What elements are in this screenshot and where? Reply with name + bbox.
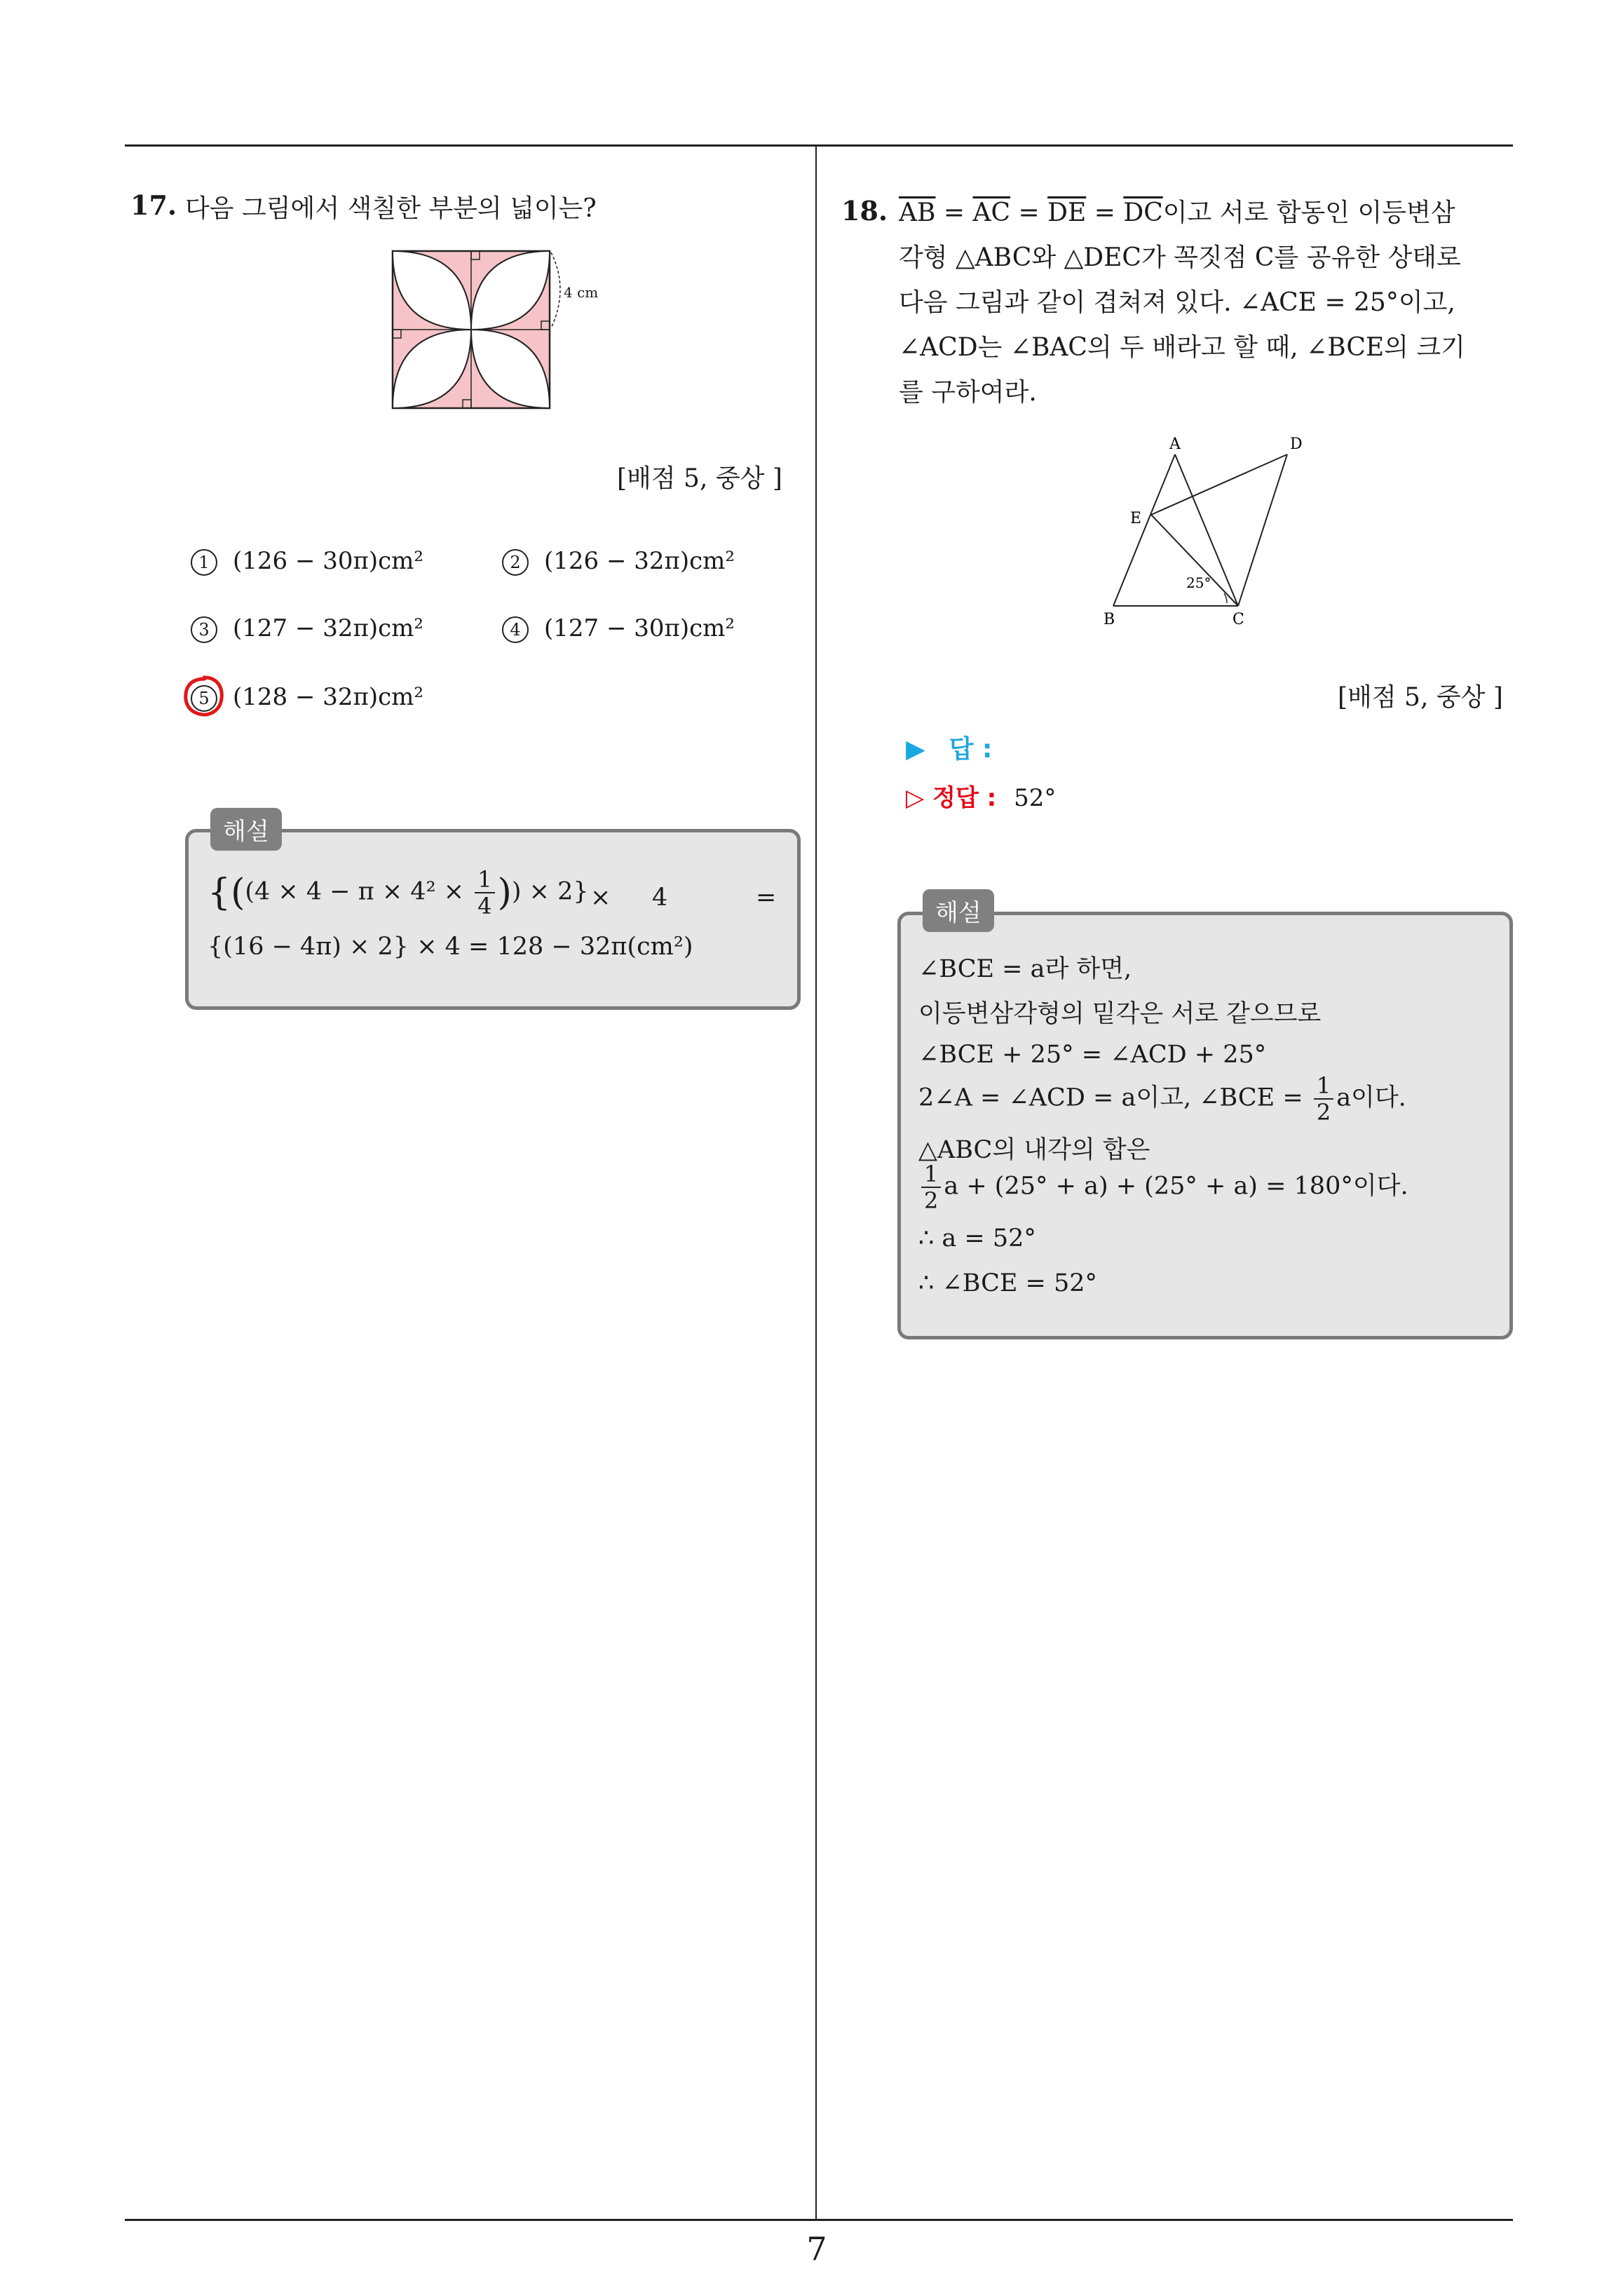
label-C: C: [1232, 611, 1244, 628]
q17-solution-line2: {(16 − 4π) × 2} × 4 = 128 − 32π(cm²): [208, 933, 693, 961]
q18-line5: 를 구하여라.: [899, 378, 1037, 407]
selected-answer-circle: [181, 673, 227, 720]
answer-arrow-icon: ▶: [906, 735, 925, 764]
column-divider: [815, 146, 817, 2220]
q17-choice-1[interactable]: [191, 547, 423, 576]
q18-solution-tag: 해설: [923, 889, 994, 932]
q18-line1: $\overline{AB} = \overline{AC} = \overline{DE} = \overline{DC}$이고 서로 합동인 이등변삼: [899, 198, 1455, 227]
q17-figure: [386, 247, 599, 415]
choice-mark: 1: [191, 549, 217, 576]
q18-sol-line2: 이등변삼각형의 밑각은 서로 같으므로: [918, 1000, 1322, 1028]
page-number: 7: [806, 2230, 827, 2268]
choice-mark: 4: [502, 616, 529, 643]
q18-line3: 다음 그림과 같이 겹쳐져 있다. ∠ACE = 25°이고,: [899, 288, 1455, 317]
q17-sol-expr: (4 × 4 − π × 4² ×: [245, 877, 465, 906]
q17-sol-times: ×: [590, 884, 611, 912]
bottom-rule: [125, 2219, 1513, 2221]
label-angle: 25°: [1186, 574, 1211, 591]
q17-sol-frac: $\frac{1}{4}$: [475, 867, 494, 919]
choice-mark: 3: [191, 616, 217, 643]
choice-text: (126 − 32π)cm²: [544, 547, 735, 575]
q18-line2: 각형 △ABC와 △DEC가 꼭짓점 C를 공유한 상태로: [899, 243, 1461, 272]
q17-choice-2[interactable]: [502, 547, 735, 576]
q18-number: 18.: [841, 195, 888, 227]
q18-sol-frac-half: $\frac{1}{2}$: [1314, 1073, 1333, 1125]
label-A: A: [1169, 435, 1181, 453]
q17-solution-tag: 해설: [210, 808, 282, 851]
q18-sol-frac-half2: $\frac{1}{2}$: [921, 1161, 941, 1213]
q17-choice-3[interactable]: [191, 614, 423, 643]
correct-arrow-icon: ▷: [906, 784, 925, 812]
correct-value: 52°: [1014, 784, 1057, 812]
q18-sol-line7: ∴ a = 52°: [918, 1224, 1036, 1252]
label-D: D: [1290, 435, 1303, 453]
choice-mark: 2: [502, 549, 529, 576]
top-rule: [125, 144, 1513, 147]
q18-score: [배점 5, 중상 ]: [1338, 683, 1503, 712]
label-E: E: [1130, 510, 1142, 527]
q17-sol-four: 4: [652, 884, 668, 912]
label-B: B: [1103, 611, 1115, 628]
q18-line4: ∠ACD는 ∠BAC의 두 배라고 할 때, ∠BCE의 크기: [899, 333, 1465, 362]
q18-sol-line3: ∠BCE + 25° = ∠ACD + 25°: [918, 1041, 1267, 1069]
q18-answer-row: [906, 729, 992, 765]
q18-sol-line5: △ABC의 내각의 합은: [918, 1136, 1150, 1164]
q17-solution-line1: {((4 × 4 − π × 4² × $\frac{1}{4}$ )) × 2}: [208, 866, 589, 919]
q18-sol-line1: ∠BCE = a라 하면,: [918, 955, 1132, 983]
answer-label: 답 :: [949, 735, 993, 764]
q17-sol-equals: =: [756, 884, 777, 912]
q18-sol-line4: 2∠A = ∠ACD = a이고, ∠BCE = $\frac{1}{2}$ a이다.: [918, 1072, 1406, 1126]
choice-text: (127 − 30π)cm²: [544, 614, 735, 642]
q17-figure-label: 4 cm: [564, 284, 599, 301]
q17-solution-box: [185, 829, 801, 1010]
q18-correct-row: [906, 778, 1056, 813]
correct-label: 정답 :: [932, 784, 997, 812]
choice-text: (128 − 32π)cm²: [233, 683, 424, 711]
choice-text: (126 − 30π)cm²: [233, 547, 424, 575]
q17-number: 17.: [130, 189, 177, 221]
q18-sol-line8: ∴ ∠BCE = 52°: [918, 1269, 1098, 1297]
choice-mark: 5: [191, 685, 217, 712]
q18-sol-line6: $\frac{1}{2}$ a + (25° + a) + (25° + a) = 180°이다.: [918, 1161, 1408, 1213]
q17-score: [배점 5, 중상 ]: [617, 464, 782, 493]
q17-choice-4[interactable]: [502, 614, 735, 643]
q18-triangle-figure: [1094, 431, 1318, 634]
choice-text: (127 − 32π)cm²: [233, 614, 424, 642]
q17-text: 다음 그림에서 색칠한 부분의 넓이는?: [185, 194, 597, 223]
